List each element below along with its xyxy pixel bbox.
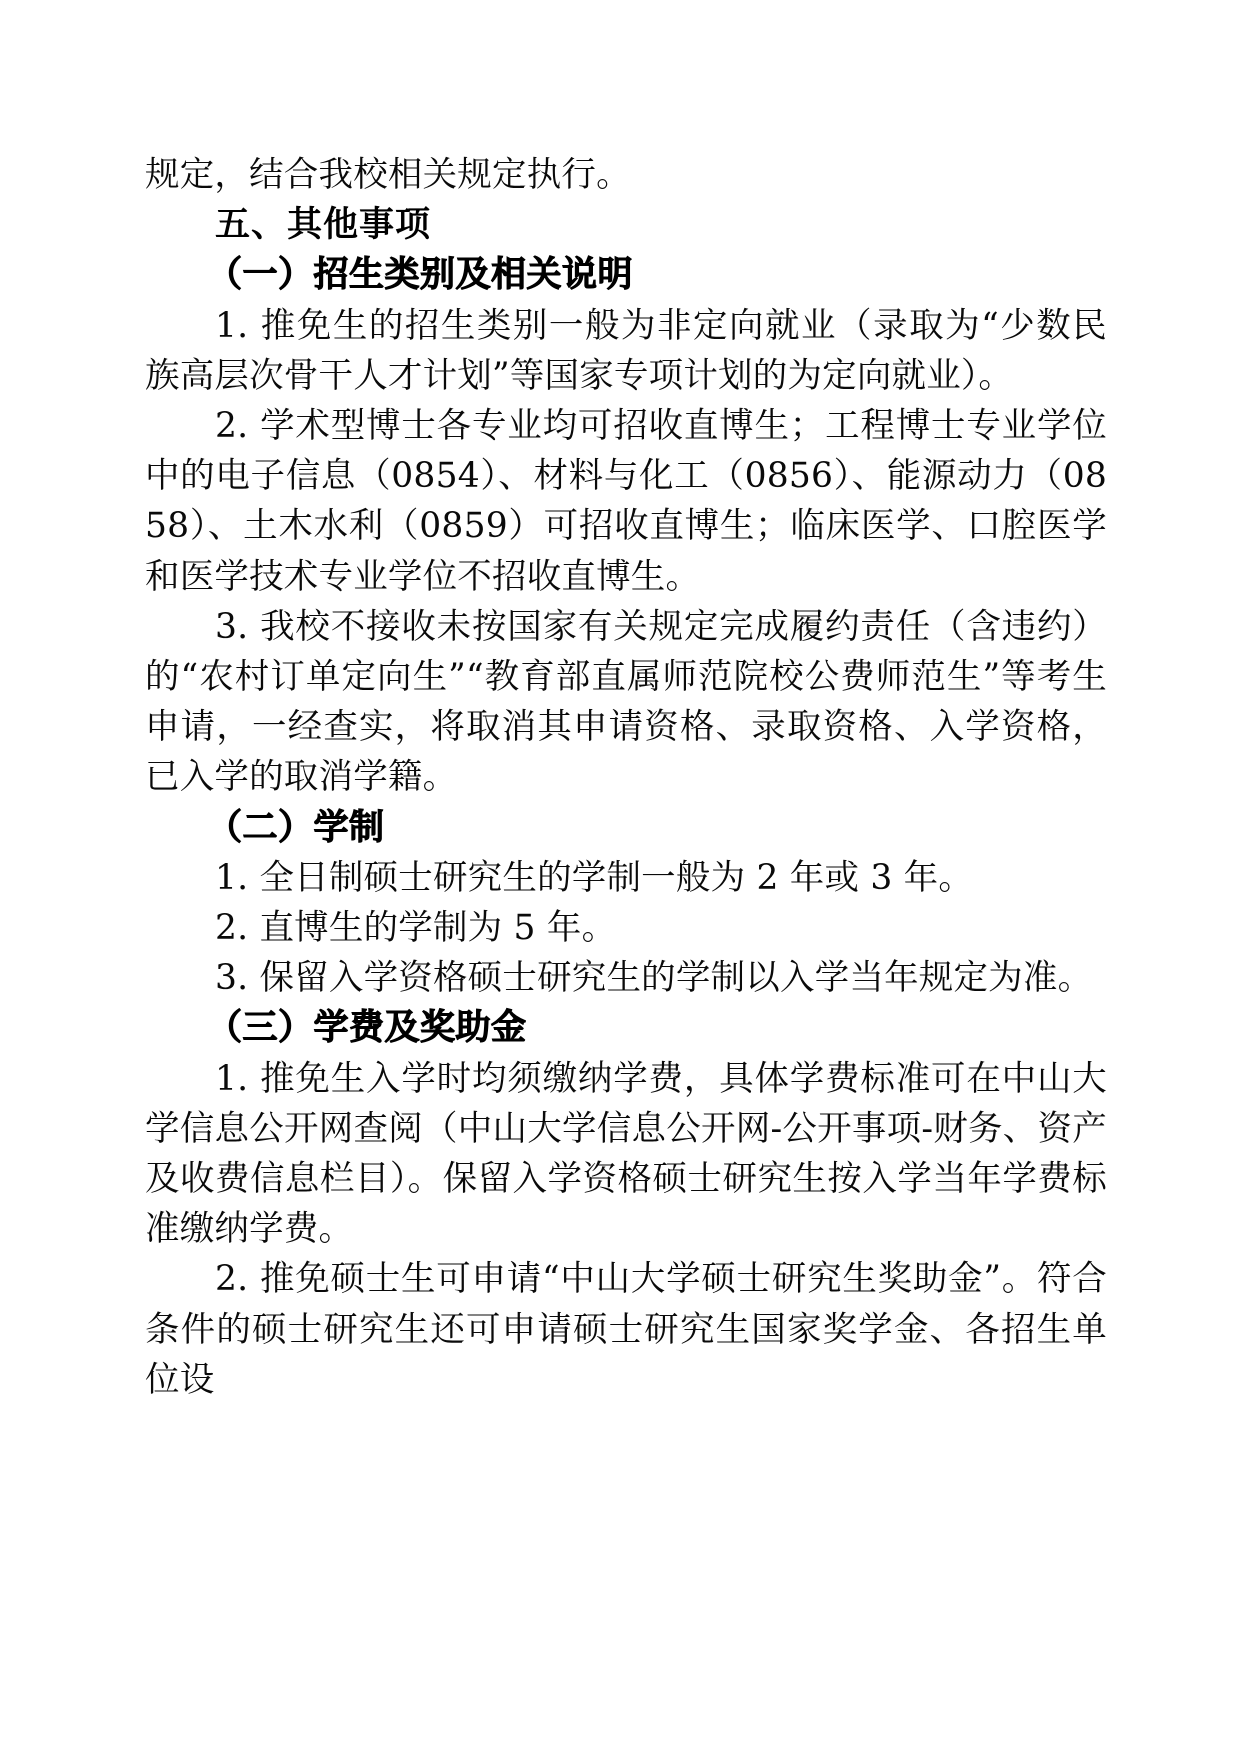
sub-heading-study-duration: （二）学制 [207, 806, 385, 848]
sub-heading-admission-categories: （一）招生类别及相关说明 [207, 254, 634, 296]
list-item-s1-3: 3. 我校不接收未按国家有关规定完成履约责任（含违约）的“农村订单定向生”“教育部直属师范院校公费师范生”等考生申请，一经查实，将取消其申请资格、录取资格、入学资格，已入学的取消学籍。 [145, 606, 1107, 798]
list-item-s2-3: 3. 保留入学资格硕士研究生的学制以入学当年规定为准。 [215, 958, 1093, 999]
list-item-s3-1: 1. 推免生入学时均须缴纳学费，具体学费标准可在中山大学信息公开网查阅（中山大学信息公开网-公开事项-财务、资产及收费信息栏目）。保留入学资格硕士研究生按入学当年学费标准缴纳学费。 [145, 1058, 1107, 1250]
document-text-block [145, 150, 1107, 1405]
sub-heading-tuition-and-aid: （三）学费及奖助金 [207, 1007, 527, 1049]
list-item-s2-2: 2. 直博生的学制为 5 年。 [215, 908, 617, 949]
section-heading-other-matters: 五、其他事项 [215, 205, 432, 246]
list-item-s2-1: 1. 全日制硕士研究生的学制一般为 2 年或 3 年。 [215, 857, 974, 898]
list-item-s1-1: 1. 推免生的招生类别一般为非定向就业（录取为“少数民族高层次骨干人才计划”等国家专项计划的为定向就业）。 [145, 305, 1107, 396]
paragraph-carryover: 规定，结合我校相关规定执行。 [145, 155, 631, 195]
list-item-s1-2: 2. 学术型博士各专业均可招收直博生；工程博士专业学位中的电子信息（0854）、材料与化工（0856）、能源动力（0858）、土木水利（0859）可招收直博生；临床医学、口腔医学和医学技术专业学位不招收直博生。 [145, 406, 1107, 597]
list-item-s3-2: 2. 推免硕士生可申请“中山大学硕士研究生奖助金”。符合条件的硕士研究生还可申请硕士研究生国家奖学金、各招生单位设 [145, 1259, 1107, 1400]
